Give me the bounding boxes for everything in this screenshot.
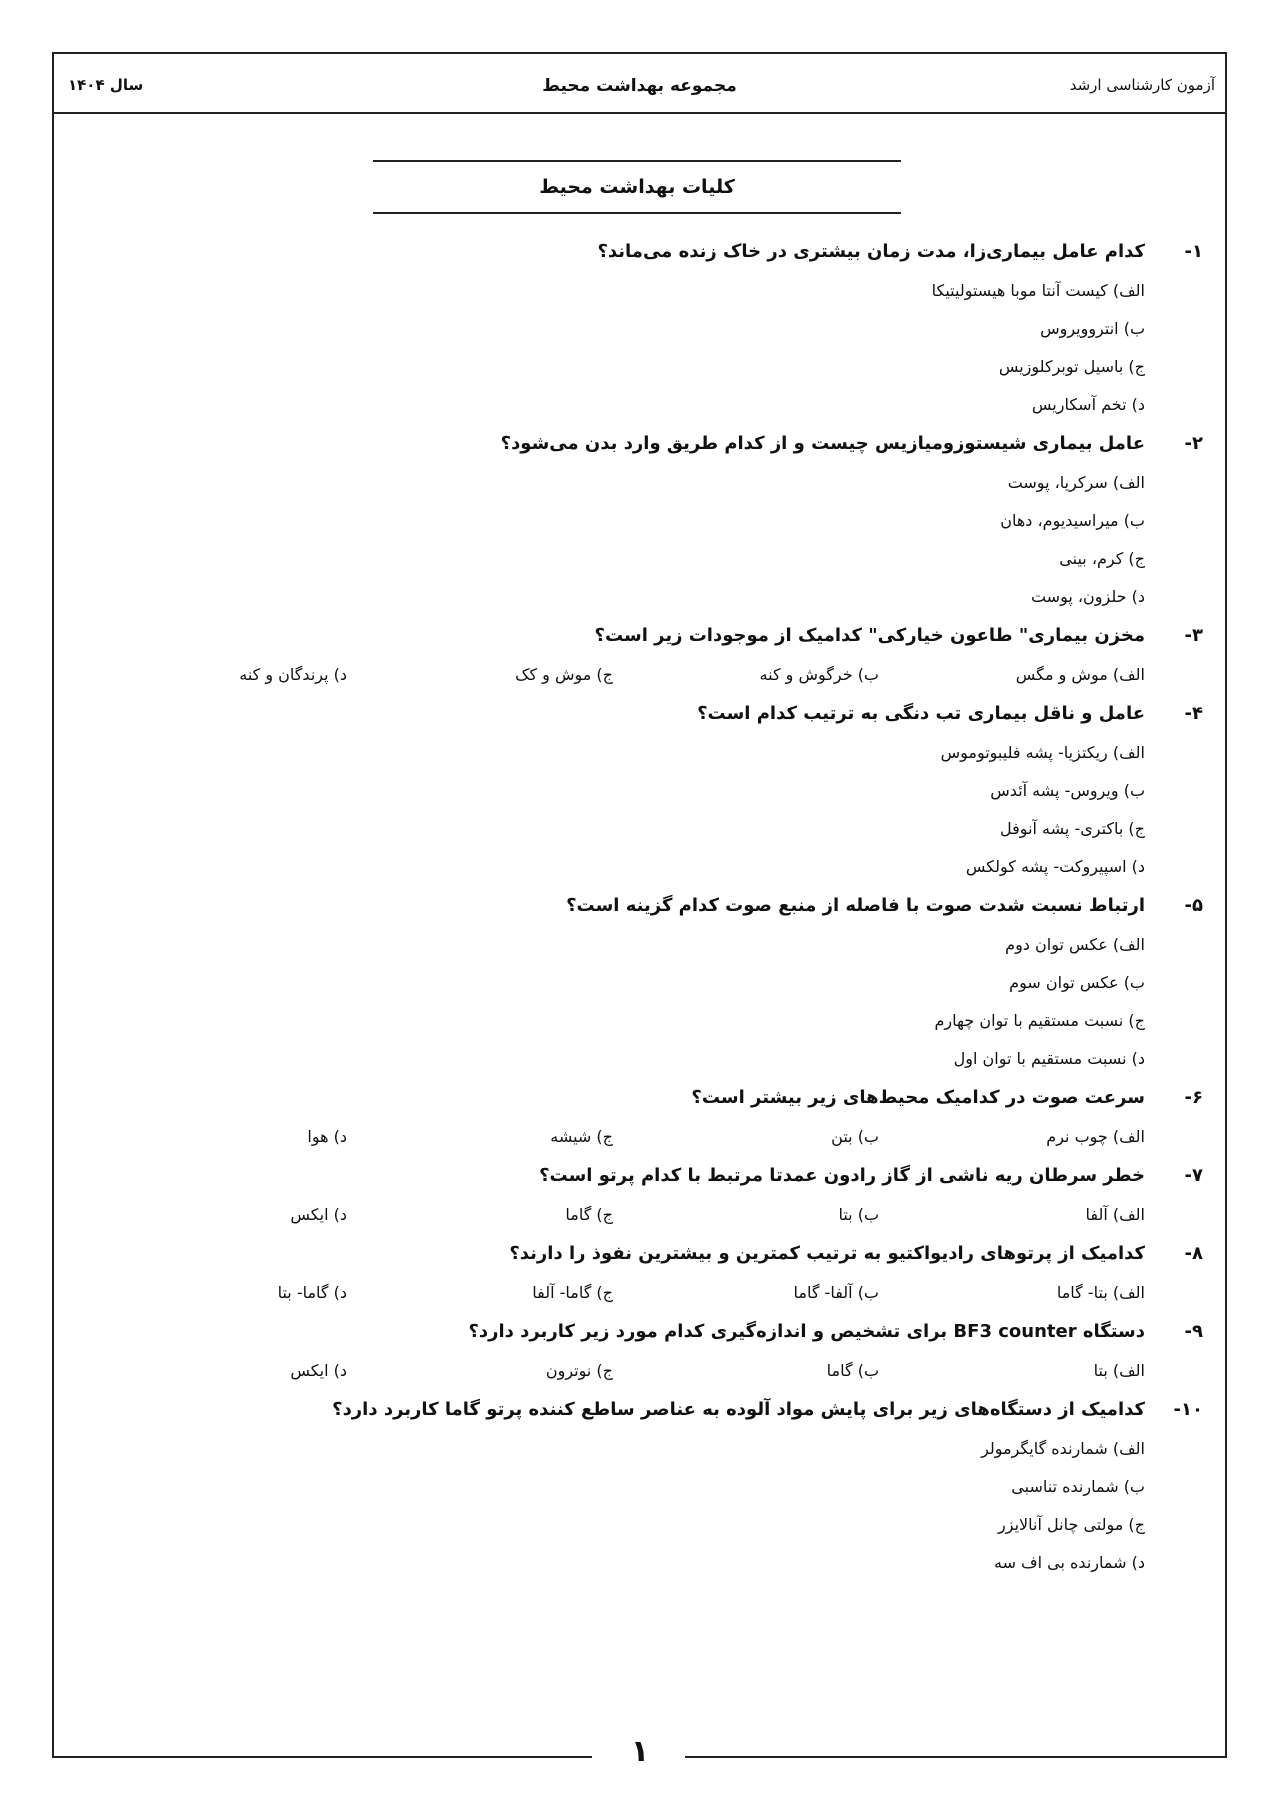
question-number: ۳- <box>1184 625 1203 646</box>
option: ج) مولتی چانل آنالایزر <box>998 1515 1145 1534</box>
option-row <box>113 1196 1203 1234</box>
option: ب) خرگوش و کنه <box>759 665 879 684</box>
option: د) اسپیروکت- پشه کولکس <box>965 857 1145 876</box>
question-7 <box>113 1156 1203 1234</box>
option-row <box>113 656 1203 694</box>
question-5 <box>113 886 1203 1078</box>
option: ب) میراسیدیوم، دهان <box>1000 511 1145 530</box>
question-9 <box>113 1312 1203 1390</box>
option: د) ایکس <box>290 1361 347 1380</box>
option: د) شمارنده بی اف سه <box>993 1553 1145 1572</box>
exam-year: سال ۱۴۰۴ <box>68 76 144 94</box>
option: ج) نسبت مستقیم با توان چهارم <box>934 1011 1145 1030</box>
option: الف) چوب نرم <box>1046 1127 1145 1146</box>
footer-rule-right <box>685 1756 1227 1758</box>
option: الف) کیست آنتا موبا هیستولیتیکا <box>931 281 1145 300</box>
footer-rule-left <box>52 1756 592 1758</box>
option: د) هوا <box>307 1127 347 1146</box>
option: ج) گاما- آلفا <box>532 1283 613 1302</box>
option: الف) شمارنده گایگرمولر <box>981 1439 1145 1458</box>
option: ب) انتروویروس <box>1040 319 1145 338</box>
option: ب) ویروس- پشه آئدس <box>990 781 1145 800</box>
page-header <box>54 68 1225 114</box>
option: د) ایکس <box>290 1205 347 1224</box>
option: د) پرندگان و کنه <box>239 665 347 684</box>
option: ب) عکس توان سوم <box>1009 973 1145 992</box>
option: د) نسبت مستقیم با توان اول <box>953 1049 1145 1068</box>
option: د) حلزون، پوست <box>1030 587 1145 606</box>
option: الف) سرکریا، پوست <box>1007 473 1145 492</box>
option-row <box>113 1274 1203 1312</box>
collection-title: مجموعه بهداشت محیط <box>542 76 737 96</box>
question-4 <box>113 694 1203 886</box>
question-number: ۶- <box>1184 1087 1203 1108</box>
option: د) گاما- بتا <box>277 1283 347 1302</box>
option: ج) باسیل توبرکلوزیس <box>998 357 1145 376</box>
question-number: ۲- <box>1184 433 1203 454</box>
question-number: ۵- <box>1184 895 1203 916</box>
question-2 <box>113 424 1203 616</box>
option: الف) بتا- گاما <box>1056 1283 1145 1302</box>
question-text: مخزن بیماری" طاعون خیارکی" کدامیک از موجودات زیر است؟ <box>594 625 1145 646</box>
question-number: ۱- <box>1184 241 1203 262</box>
option: الف) آلفا <box>1085 1205 1145 1224</box>
question-number: ۹- <box>1184 1321 1203 1342</box>
option: ج) کرم، بینی <box>1059 549 1145 568</box>
question-text: کدامیک از پرتوهای رادیواکتیو به ترتیب کمترین و بیشترین نفوذ را دارند؟ <box>509 1243 1145 1264</box>
option: ب) بتن <box>831 1127 879 1146</box>
option: ب) آلفا- گاما <box>793 1283 879 1302</box>
question-1 <box>113 232 1203 424</box>
section-title: کلیات بهداشت محیط <box>373 160 901 214</box>
question-text: ارتباط نسبت شدت صوت با فاصله از منبع صوت کدام گزینه است؟ <box>566 895 1145 916</box>
question-3 <box>113 616 1203 694</box>
option: ج) نوترون <box>545 1361 613 1380</box>
question-text: کدام عامل بیماری‌زا، مدت زمان بیشتری در خاک زنده می‌ماند؟ <box>597 241 1145 262</box>
option-row <box>113 1352 1203 1390</box>
question-number: ۴- <box>1184 703 1203 724</box>
question-text: عامل بیماری شیستوزومیازیس چیست و از کدام طریق وارد بدن می‌شود؟ <box>500 433 1145 454</box>
option: ج) موش و کک <box>515 665 613 684</box>
option: الف) عکس توان دوم <box>1005 935 1145 954</box>
question-text: خطر سرطان ریه ناشی از گاز رادون عمدتا مرتبط با کدام پرتو است؟ <box>539 1165 1145 1186</box>
question-number: ۱۰- <box>1173 1399 1203 1420</box>
question-10 <box>113 1390 1203 1582</box>
option: الف) بتا <box>1093 1361 1145 1380</box>
question-text: دستگاه BF3 counter برای تشخیص و اندازه‌گیری کدام مورد زیر کاربرد دارد؟ <box>468 1321 1145 1342</box>
option-row <box>113 1118 1203 1156</box>
option: الف) ریکتزیا- پشه فلیبوتوموس <box>940 743 1145 762</box>
option: ج) باکتری- پشه آنوفل <box>1000 819 1145 838</box>
option: ج) گاما <box>565 1205 613 1224</box>
option: ب) گاما <box>826 1361 879 1380</box>
question-8 <box>113 1234 1203 1312</box>
question-6 <box>113 1078 1203 1156</box>
option: د) تخم آسکاریس <box>1031 395 1145 414</box>
question-text: کدامیک از دستگاه‌های زیر برای پایش مواد آلوده به عناصر ساطع کننده پرتو گاما کاربرد دارد؟ <box>332 1399 1145 1420</box>
question-text: عامل و ناقل بیماری تب دنگی به ترتیب کدام است؟ <box>697 703 1145 724</box>
option: ب) شمارنده تناسبی <box>1011 1477 1145 1496</box>
question-list <box>113 232 1203 1582</box>
option: ب) بتا <box>838 1205 879 1224</box>
page-number: ۱ <box>630 1734 650 1769</box>
option: الف) موش و مگس <box>1015 665 1145 684</box>
question-text: سرعت صوت در کدامیک محیط‌های زیر بیشتر است؟ <box>691 1087 1145 1108</box>
exam-name: آزمون کارشناسی ارشد <box>1069 76 1215 94</box>
question-number: ۸- <box>1184 1243 1203 1264</box>
question-number: ۷- <box>1184 1165 1203 1186</box>
option: ج) شیشه <box>550 1127 613 1146</box>
